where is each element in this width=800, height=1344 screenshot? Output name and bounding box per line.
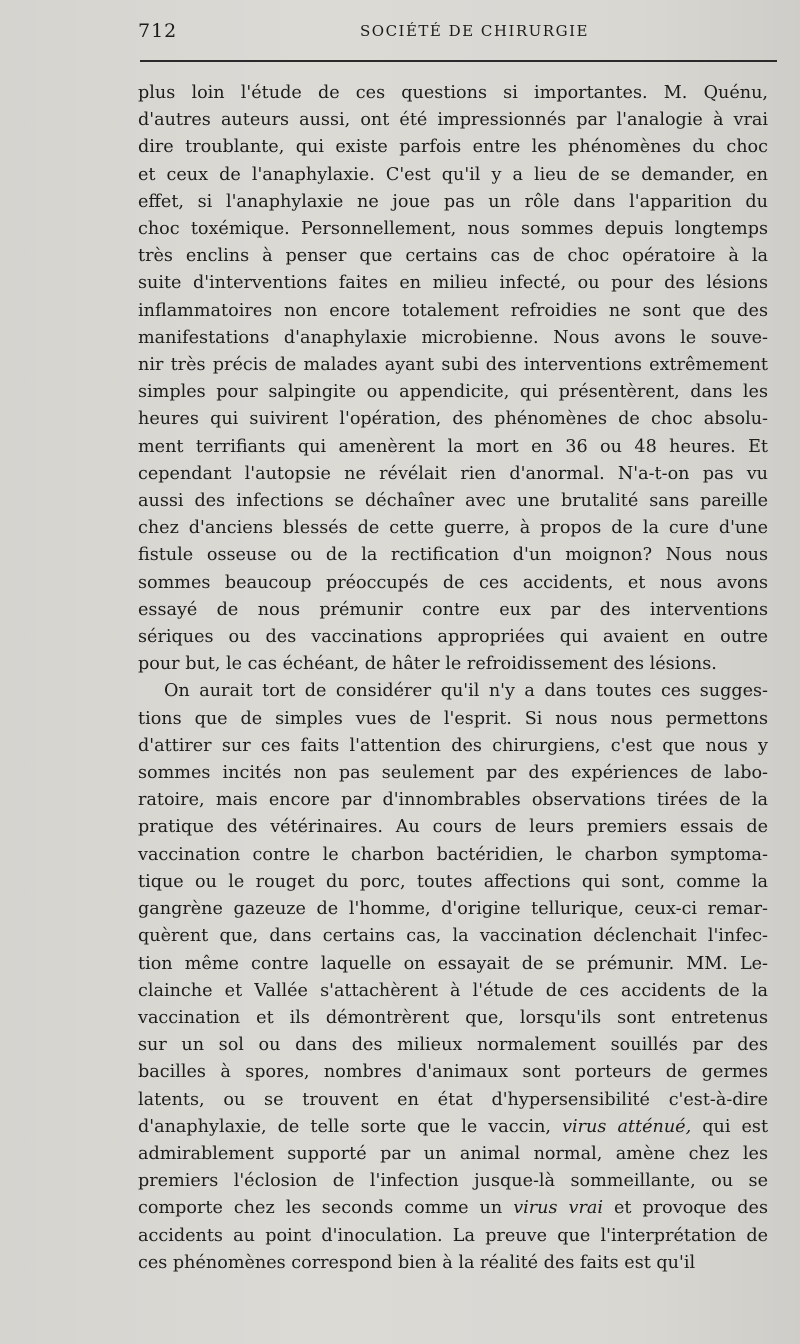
- text-line: ratoire, mais encore par d'innombrables observations tirées de la: [138, 790, 768, 811]
- text-line: sériques ou des vaccinations appropriées qui avaient en outre: [138, 627, 768, 648]
- text-line: très enclins à penser que certains cas de choc opératoire à la: [138, 246, 768, 267]
- text-line-with-italic: [138, 1114, 768, 1141]
- text-line: bacilles à spores, nombres d'animaux sont porteurs de germes: [138, 1062, 768, 1083]
- text-segment: qui est: [702, 1116, 769, 1137]
- text-line: manifestations d'anaphylaxie microbienne. Nous avons le souve-: [138, 327, 768, 348]
- text-line: plus loin l'étude de ces questions si importantes. M. Quénu,: [138, 83, 768, 103]
- text-line: inflammatoires non encore totalement refroidies ne sont que des: [138, 300, 768, 321]
- text-line: gangrène gazeuze de l'homme, d'origine tellurique, ceux-ci remar-: [138, 899, 768, 920]
- text-line: choc toxémique. Personnellement, nous sommes depuis longtemps: [138, 219, 768, 240]
- text-line: latents, ou se trouvent en état d'hypersensibilité c'est-à-dire: [138, 1089, 768, 1110]
- italic-term: virus vrai: [513, 1198, 604, 1219]
- text-line: aussi des infections se déchaîner avec une brutalité sans pareille: [138, 491, 768, 512]
- italic-term: virus atténué,: [562, 1116, 692, 1137]
- text-line: essayé de nous prémunir contre eux par des interventions: [138, 599, 768, 620]
- text-line: tions que de simples vues de l'esprit. Si nous nous permettons: [138, 708, 768, 729]
- text-line: ces phénomènes correspond bien à la réalité des faits est qu'il: [138, 1252, 696, 1273]
- text-line: accidents au point d'inoculation. La preuve que l'interprétation de: [138, 1225, 768, 1246]
- text-line: heures qui suivirent l'opération, des phénomènes de choc absolu-: [138, 409, 768, 430]
- text-line: chez d'anciens blessés de cette guerre, à propos de la cure d'une: [138, 518, 768, 539]
- text-line: et ceux de l'anaphylaxie. C'est qu'il y a lieu de se demander, en: [138, 164, 768, 185]
- running-head: SOCIÉTÉ DE CHIRURGIE: [360, 22, 589, 40]
- text-line: clainche et Vallée s'attachèrent à l'étude de ces accidents de la: [138, 980, 768, 1001]
- text-line: sommes incités non pas seulement par des expériences de labo-: [138, 763, 768, 784]
- body-text: [138, 80, 768, 1277]
- text-line: tique ou le rouget du porc, toutes affections qui sont, comme la: [138, 871, 768, 892]
- text-line: d'autres auteurs aussi, ont été impressionnés par l'analogie à vrai: [138, 110, 768, 131]
- text-line: cependant l'autopsie ne révélait rien d'anormal. N'a-t-on pas vu: [138, 463, 768, 484]
- header-rule: [140, 60, 777, 62]
- text-line: effet, si l'anaphylaxie ne joue pas un rôle dans l'apparition du: [138, 191, 768, 212]
- text-line: nir très précis de malades ayant subi des interventions extrêmement: [138, 355, 768, 376]
- text-line: sommes beaucoup préoccupés de ces accidents, et nous avons: [138, 572, 768, 593]
- text-line: dire troublante, qui existe parfois entre les phénomènes du choc: [138, 137, 768, 158]
- page-header: [138, 20, 778, 46]
- text-line: vaccination contre le charbon bactéridien, le charbon symptoma-: [138, 844, 768, 865]
- text-line: d'attirer sur ces faits l'attention des chirurgiens, c'est que nous y: [138, 735, 768, 756]
- text-line: fistule osseuse ou de la rectification d'un moignon? Nous nous: [138, 545, 768, 566]
- text-line: pratique des vétérinaires. Au cours de leurs premiers essais de: [138, 817, 768, 838]
- text-line-with-italic: [138, 1195, 768, 1222]
- paragraph-start: On aurait tort de considérer qu'il n'y a dans toutes ces sugges-: [164, 681, 768, 702]
- text-line: vaccination et ils démontrèrent que, lorsqu'ils sont entretenus: [138, 1007, 768, 1028]
- page-number: 712: [138, 20, 178, 42]
- text-segment: comporte chez les seconds comme un: [138, 1198, 503, 1219]
- text-segment: d'anaphylaxie, de telle sorte que le vaccin,: [138, 1116, 551, 1137]
- text-line: pour but, le cas échéant, de hâter le refroidissement des lésions.: [138, 654, 717, 675]
- text-line: admirablement supporté par un animal normal, amène chez les: [138, 1143, 768, 1164]
- text-line: sur un sol ou dans des milieux normalement souillés par des: [138, 1035, 768, 1056]
- text-line: tion même contre laquelle on essayait de se prémunir. MM. Le-: [138, 953, 768, 974]
- text-segment: et provoque des: [614, 1198, 768, 1219]
- text-line: simples pour salpingite ou appendicite, qui présentèrent, dans les: [138, 382, 768, 403]
- text-line: premiers l'éclosion de l'infection jusque-là sommeillante, ou se: [138, 1171, 768, 1192]
- text-line: ment terrifiants qui amenèrent la mort en 36 ou 48 heures. Et: [138, 436, 768, 457]
- text-line: suite d'interventions faites en milieu infecté, ou pour des lésions: [138, 273, 768, 294]
- text-line: quèrent que, dans certains cas, la vaccination déclenchait l'infec-: [138, 926, 768, 947]
